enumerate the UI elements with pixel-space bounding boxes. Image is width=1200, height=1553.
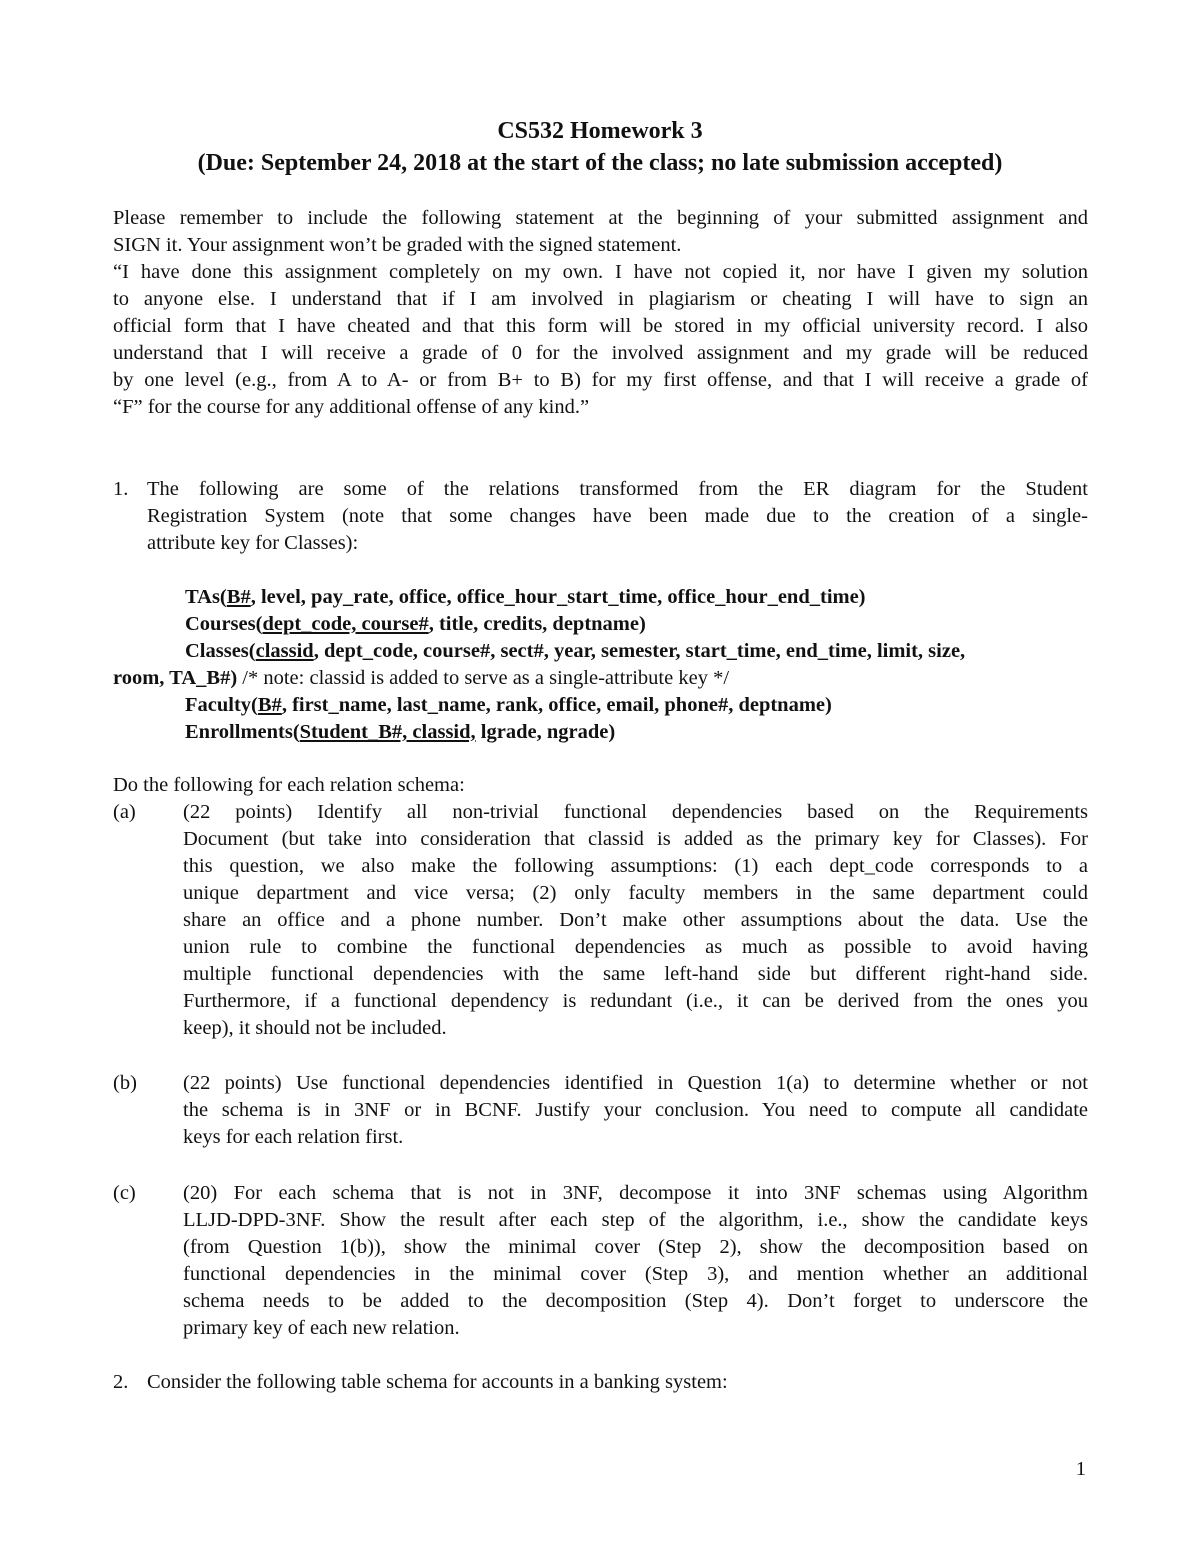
part-c-text: (20) For each schema that is not in 3NF, decompose it into 3NF schemas using Algorithm LLJD-DPD-3NF. Show the result after each step of the algorithm, i.e., show the candidate keys (from Question 1(b)), show the minimal cover (Step 2), show the decomposition based on functional dependencies in the minimal cover (Step 3), and mention whether an additional schema needs to be added to the decomposition (Step 4). Don’t forget to underscore the primary key of each new relation. [183, 1182, 1088, 1339]
part-c-label: (c) [113, 1182, 136, 1204]
intro-line: official form that I have cheated and that this form will be stored in my official university record. I also [113, 315, 1088, 337]
question-2-number: 2. [113, 1371, 129, 1393]
question-1-number: 1. [113, 478, 129, 500]
primary-key: B# [226, 586, 251, 608]
intro-line: Please remember to include the following statement at the beginning of your submitted assignment and [113, 207, 1088, 229]
q1-line: Registration System (note that some changes have been made due to the creation of a single- [147, 505, 1088, 527]
page-title: CS532 Homework 3 [497, 118, 703, 144]
part-b-label: (b) [113, 1072, 137, 1094]
schema-classes: Classes(classid, dept_code, course#, sect#, year, semester, start_time, end_time, limit, size, [185, 640, 966, 662]
intro-line: understand that I will receive a grade of 0 for the involved assignment and my grade will be reduced [113, 342, 1088, 364]
schema-tas: TAs(B#, level, pay_rate, office, office_hour_start_time, office_hour_end_time) [185, 586, 866, 608]
classid-note: /* note: classid is added to serve as a single-attribute key */ [237, 667, 730, 689]
honor-statement-paragraph [113, 205, 1088, 421]
intro-line: by one level (e.g., from A to A- or from B+ to B) for my first offense, and that I will receive a grade of [113, 369, 1088, 391]
question-2-text: Consider the following table schema for accounts in a banking system: [147, 1371, 728, 1393]
question-1-text [147, 476, 1088, 557]
primary-key: Student_B#, classid, [299, 721, 476, 743]
q1-line: attribute key for Classes): [147, 532, 359, 554]
intro-line: SIGN it. Your assignment won’t be graded with the signed statement. [113, 234, 682, 256]
page-number: 1 [1075, 1458, 1086, 1480]
schema-enrollments: Enrollments(Student_B#, classid, lgrade, ngrade) [185, 721, 616, 743]
primary-key: dept_code, course# [262, 613, 429, 635]
due-date-subtitle: (Due: September 24, 2018 at the start of the class; no late submission accepted) [197, 150, 1003, 176]
schema-faculty: Faculty(B#, first_name, last_name, rank, office, email, phone#, deptname) [185, 694, 832, 716]
primary-key: classid [255, 640, 314, 662]
intro-line: to anyone else. I understand that if I am involved in plagiarism or cheating I will have to sign an [113, 288, 1088, 310]
schema-classes-cont: room, TA_B#) /* note: classid is added to serve as a single-attribute key */ [113, 667, 730, 689]
instruction-text: Do the following for each relation schema: [113, 774, 465, 796]
relation-schemas [113, 584, 1098, 746]
schema-courses: Courses(dept_code, course#, title, credits, deptname) [185, 613, 646, 635]
intro-line: “F” for the course for any additional offense of any kind.” [113, 396, 590, 418]
intro-line: “I have done this assignment completely on my own. I have not copied it, nor have I given my solution [113, 261, 1088, 283]
primary-key: B# [257, 694, 282, 716]
part-b-text: (22 points) Use functional dependencies identified in Question 1(a) to determine whether or not the schema is in 3NF or in BCNF. Justify your conclusion. You need to compute all candidate keys for each relation first. [183, 1072, 1088, 1148]
part-a-text: (22 points) Identify all non-trivial functional dependencies based on the Requirements Document (but take into consideration that classid is added as the primary key for Classes). For this question, we also make the following assumptions: (1) each dept_code corresponds to a unique department and vice versa; (2) only faculty members in the same department could share an office and a phone number. Don’t make other assumptions about the data. Use the union rule to combine the functional dependencies as much as possible to avoid having multiple functional dependencies with the same left-hand side but different right-hand side. Furthermore, if a functional dependency is redundant (i.e., it can be derived from the ones you keep), it should not be included. [183, 801, 1088, 1039]
part-a-label: (a) [113, 801, 136, 823]
q1-line: The following are some of the relations transformed from the ER diagram for the Student [147, 478, 1088, 500]
